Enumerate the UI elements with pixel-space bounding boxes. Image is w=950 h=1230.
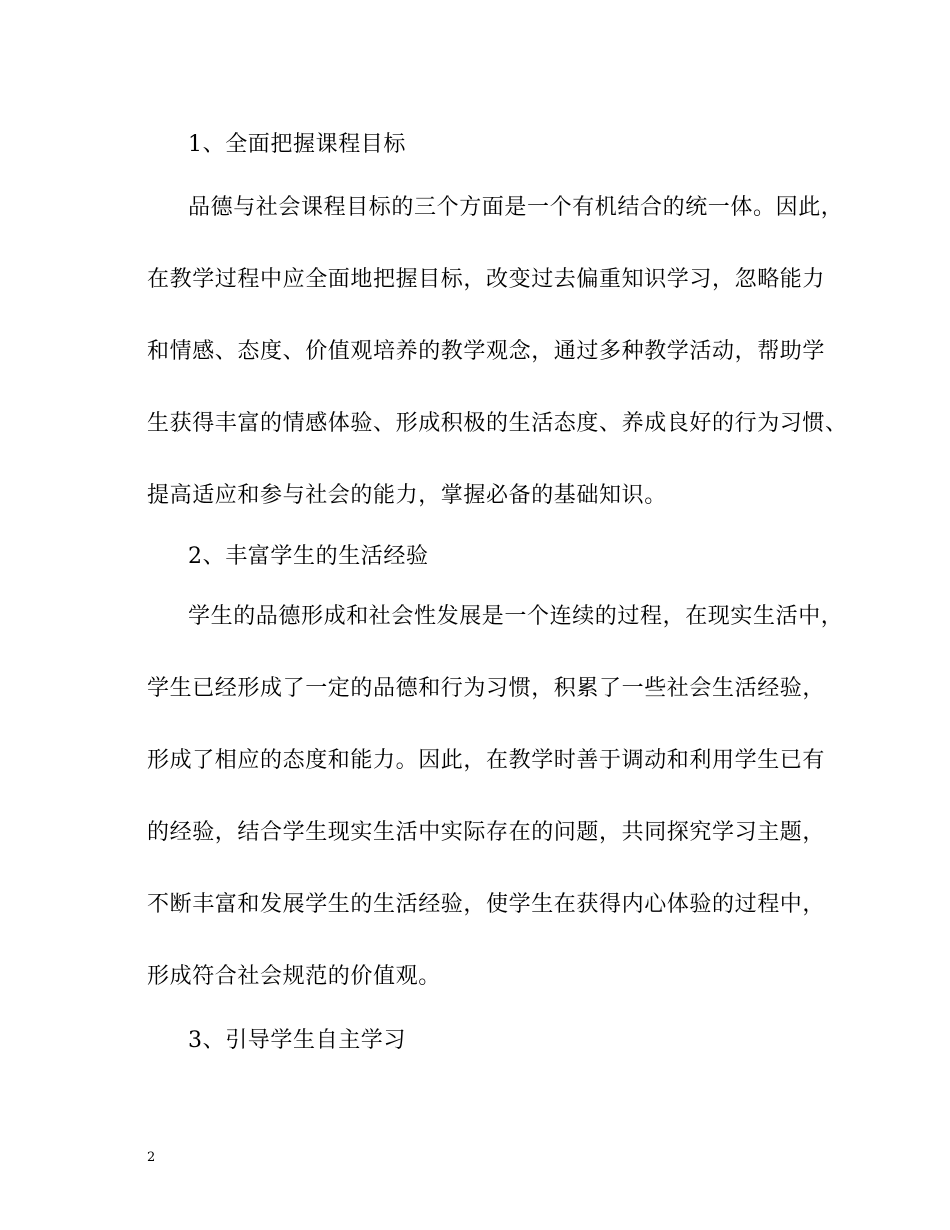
section-1-line-1: 品德与社会课程目标的三个方面是一个有机结合的统一体。因此， [188,195,844,220]
section-2-line-3: 形成了相应的态度和能力。因此，在教学时善于调动和利用学生已有 [147,748,826,773]
section-1-line-2: 在教学过程中应全面地把握目标，改变过去偏重知识学习，忽略能力 [147,267,826,292]
section-2-line-5: 不断丰富和发展学生的生活经验，使学生在获得内心体验的过程中， [147,892,826,917]
section-1-line-3: 和情感、态度、价值观培养的教学观念，通过多种教学活动，帮助学 [147,339,826,364]
section-2-heading: 2、丰富学生的生活经验 [188,544,429,569]
section-1-line-4: 生获得丰富的情感体验、形成积极的生活态度、养成良好的行为习惯、 [147,411,848,436]
section-1-heading: 1、全面把握课程目标 [188,132,406,157]
section-2-line-2: 学生已经形成了一定的品德和行为习惯，积累了一些社会生活经验， [147,676,826,701]
section-1-line-5: 提高适应和参与社会的能力，掌握必备的基础知识。 [147,483,667,508]
section-2-line-1: 学生的品德形成和社会性发展是一个连续的过程，在现实生活中， [188,604,844,629]
section-2-line-4: 的经验，结合学生现实生活中实际存在的问题，共同探究学习主题， [147,820,826,845]
section-2-line-6: 形成符合社会规范的价值观。 [147,964,441,989]
section-3-heading: 3、引导学生自主学习 [188,1028,406,1053]
page-number: 2 [147,1150,156,1165]
